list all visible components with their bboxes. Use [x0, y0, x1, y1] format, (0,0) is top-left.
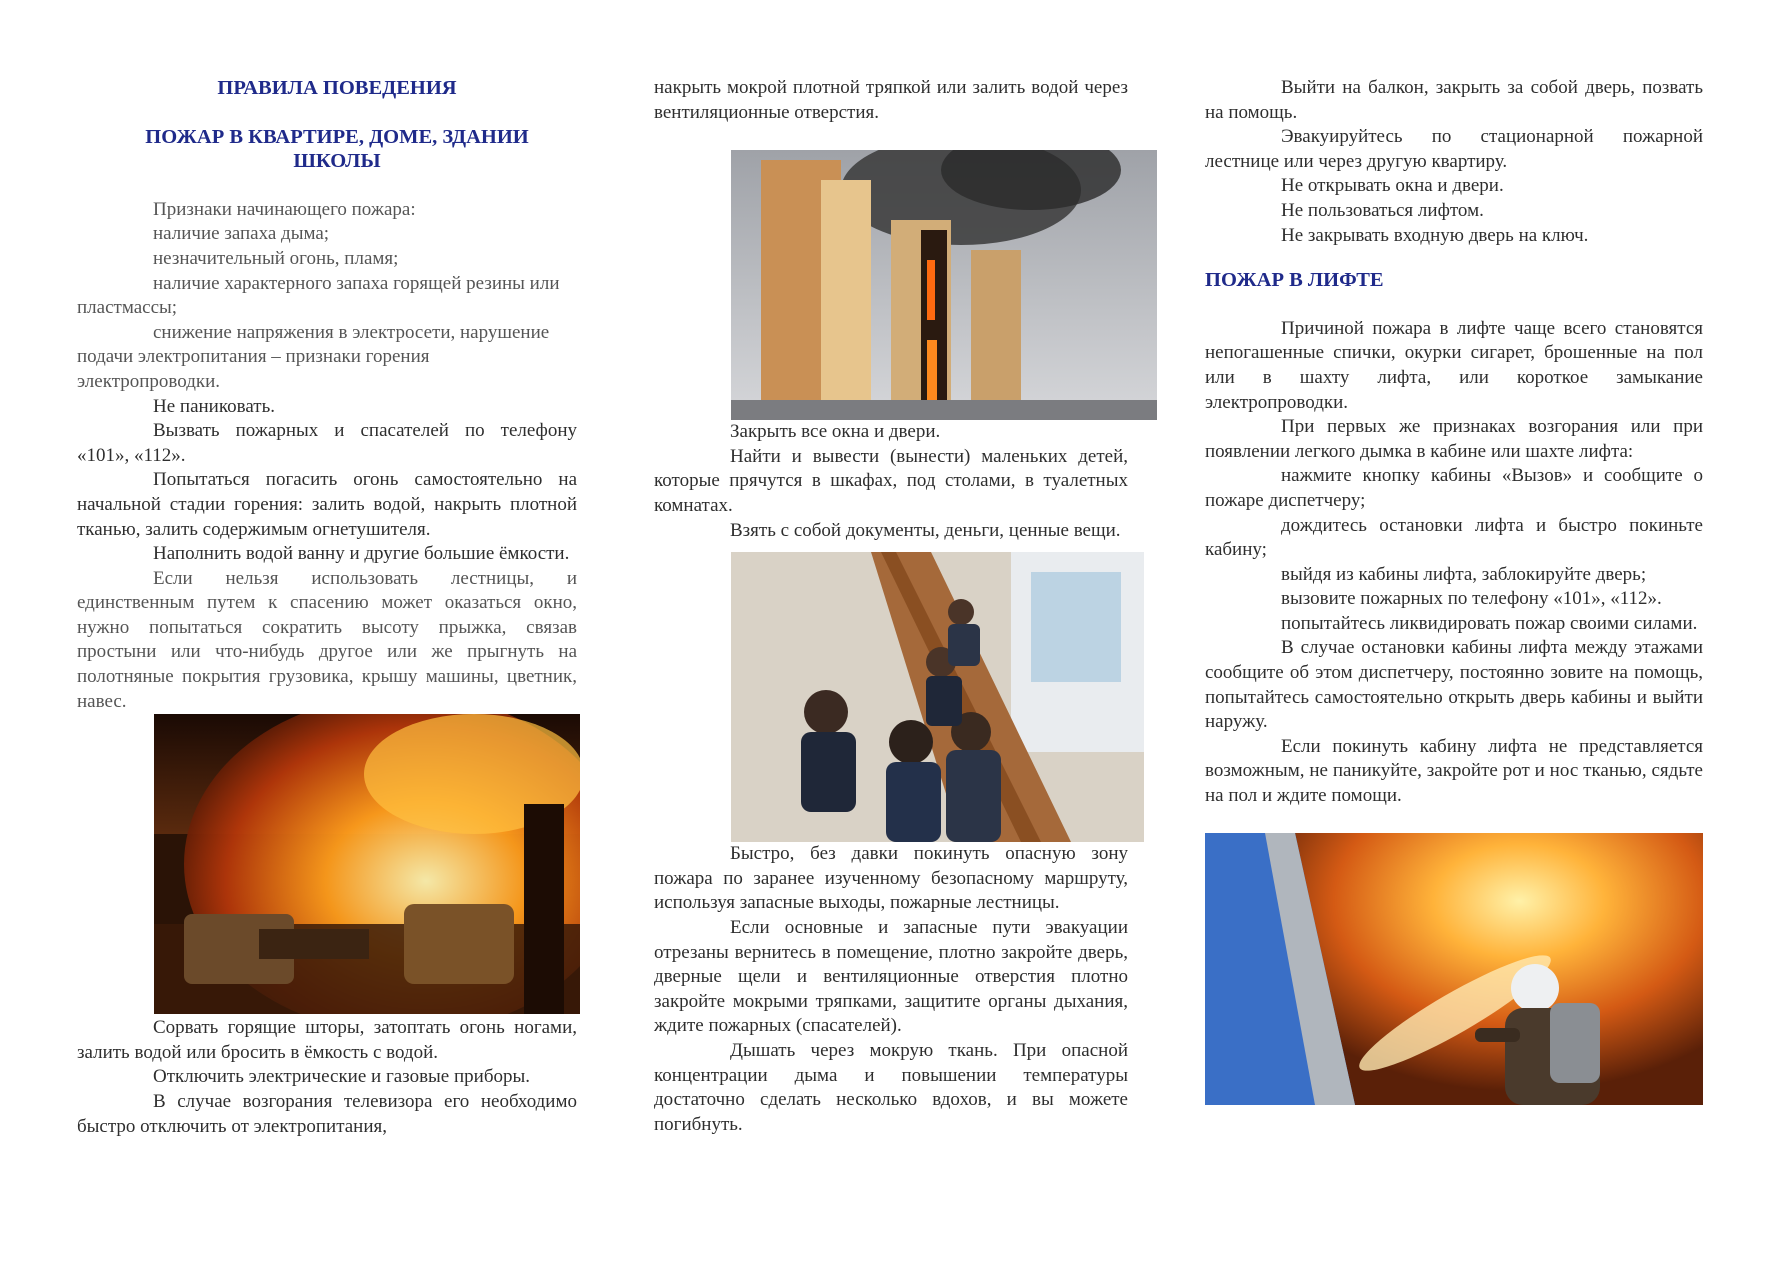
paragraph-children: Найти и вывести (вынести) маленьких детей, которые прячутся в шкафах, под столами, в туалетных комнатах.	[654, 445, 1128, 516]
paragraph-wait-stop: дождитесь остановки лифта и быстро покиньте кабину;	[1205, 514, 1703, 561]
paragraph-appliances: Отключить электрические и газовые приборы.	[153, 1066, 531, 1088]
paragraph-fire-ladder: Эвакуируйтесь по стационарной пожарной лестнице или через другую квартиру.	[1205, 126, 1703, 172]
paragraph-call-firefighters: вызовите пожарных по телефону «101», «112».	[1281, 588, 1662, 610]
sign-item: снижение напряжения в электросети, нарушение подачи электропитания – признаки горения электропроводки.	[77, 321, 550, 392]
paragraph-no-lock: Не закрывать входную дверь на ключ.	[1281, 224, 1589, 246]
paragraph-try-extinguish: попытайтесь ликвидировать пожар своими силами.	[1281, 612, 1698, 634]
paragraph-call-button: нажмите кнопку кабины «Вызов» и сообщите о пожаре диспетчеру;	[1205, 465, 1703, 511]
room-fire-photo	[154, 714, 580, 1014]
paragraph-window-escape: Если нельзя использовать лестницы, и единственным путем к спасению может оказаться окно, нужно попытаться сократить высоту прыжка, связав простыни или что-нибудь другое или же прыгнуть на полотняные покрытия грузовика, крышу машины, цветник, навес.	[77, 567, 577, 712]
sign-item: наличие характерного запаха горящей резины или пластмассы;	[77, 272, 560, 319]
burning-tower-photo	[731, 150, 1157, 420]
paragraph-routes-blocked: Если основные и запасные пути эвакуации отрезаны вернитесь в помещение, плотно закройте дверь, дверные щели и вентиляционные отверстия плотно закройте мокрыми тряпками, защитите органы дыхания, ждите пожарных (спасателей).	[654, 916, 1128, 1037]
sign-item: незначительный огонь, пламя;	[153, 247, 399, 269]
column-middle	[654, 76, 1128, 1137]
firefighter-photo	[1205, 833, 1703, 1105]
paragraph-balcony: Выйти на балкон, закрыть за собой дверь, позвать на помощь.	[1205, 77, 1703, 123]
column-left	[77, 76, 577, 1139]
section-heading-elevator: ПОЖАР В ЛИФТЕ	[1205, 269, 1384, 292]
paragraph-block-door: выйдя из кабины лифта, заблокируйте дверь;	[1281, 563, 1647, 585]
paragraph-extinguish: Попытаться погасить огонь самостоятельно на начальной стадии горения: залить водой, накрыть плотной тканью, залить содержимым огнетушителя.	[77, 469, 577, 540]
paragraph-no-elevator: Не пользоваться лифтом.	[1281, 199, 1484, 221]
paragraph-documents: Взять с собой документы, деньги, ценные вещи.	[730, 519, 1121, 541]
paragraph-close-windows: Закрыть все окна и двери.	[730, 421, 941, 443]
paragraph-tv: В случае возгорания телевизора его необходимо быстро отключить от электропитания,	[77, 1091, 577, 1137]
column-right	[1205, 76, 1703, 1105]
signs-heading: Признаки начинающего пожара:	[153, 198, 416, 220]
page-title: ПРАВИЛА ПОВЕДЕНИЯ	[217, 77, 457, 99]
paragraph-evacuate: Быстро, без давки покинуть опасную зону пожара по заранее изученному безопасному маршруту, используя запасные выходы, пожарные лестницы.	[654, 843, 1128, 914]
section-heading-apartment-line2: ШКОЛЫ	[293, 150, 381, 173]
paragraph-first-signs: При первых же признаках возгорания или при появлении легкого дымка в кабине или шахте лифта:	[1205, 416, 1703, 462]
paragraph-cannot-leave: Если покинуть кабину лифта не представляется возможным, не паникуйте, закройте рот и нос тканью, сядьте на пол и ждите помощи.	[1205, 735, 1703, 807]
paragraph-stuck-between-floors: В случае остановки кабины лифта между этажами сообщите об этом диспетчеру, постоянно зовите на помощь, попытайтесь самостоятельно открыть дверь кабины и выйти наружу.	[1205, 637, 1703, 733]
sign-item: наличие запаха дыма;	[153, 223, 330, 245]
paragraph-curtains: Сорвать горящие шторы, затоптать огонь ногами, залить водой или бросить в ёмкость с водой.	[77, 1017, 577, 1063]
paragraph-fill-water: Наполнить водой ванну и другие большие ёмкости.	[153, 543, 570, 565]
paragraph-call: Вызвать пожарных и спасателей по телефону «101», «112».	[77, 420, 577, 466]
section-heading-apartment-line1: ПОЖАР В КВАРТИРЕ, ДОМЕ, ЗДАНИИ	[145, 125, 529, 148]
paragraph-no-panic: Не паниковать.	[153, 395, 275, 417]
school-evacuation-photo	[731, 552, 1144, 842]
paragraph-no-open-windows: Не открывать окна и двери.	[1281, 175, 1504, 197]
paragraph-continuation: накрыть мокрой плотной тряпкой или залить водой через вентиляционные отверстия.	[654, 77, 1128, 123]
paragraph-elevator-cause: Причиной пожара в лифте чаще всего становятся непогашенные спички, окурки сигарет, брошенные на пол или в шахту лифта, или короткое замыкание электропроводки.	[1205, 317, 1703, 413]
paragraph-breathe: Дышать через мокрую ткань. При опасной концентрации дыма и повышении температуры достаточно сделать несколько вдохов, и вы можете погибнуть.	[654, 1039, 1128, 1135]
